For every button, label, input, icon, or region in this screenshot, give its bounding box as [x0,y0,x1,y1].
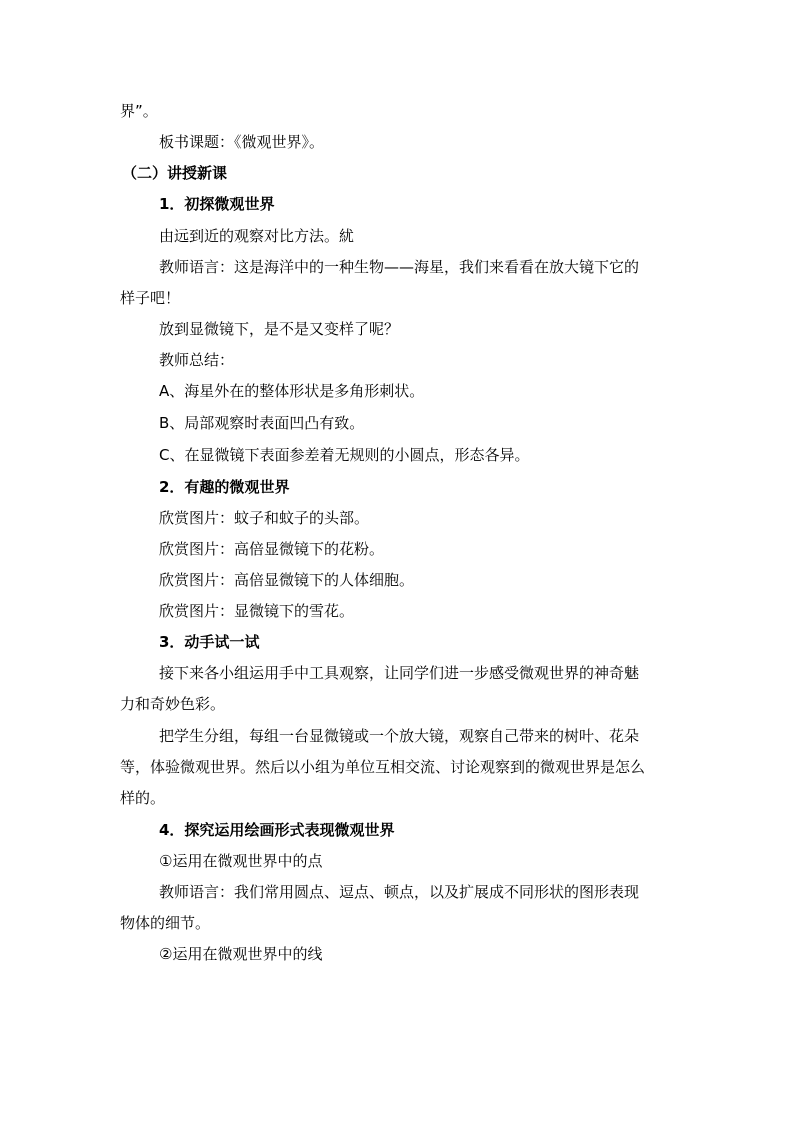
paragraph: ②运用在微观世界中的线 [159,945,323,963]
list-item: C、在显微镜下表面参差着无规则的小圆点，形态各异。 [159,446,530,464]
paragraph: 由远到近的观察对比方法。紌 [159,227,355,245]
list-item: A、海星外在的整体形状是多角形刺状。 [159,382,425,400]
paragraph: 教师总结： [159,351,235,369]
paragraph: 欣赏图片：显微镜下的雪花。 [159,602,355,620]
paragraph-continuation: 等，体验微观世界。然后以小组为单位互相交流、讨论观察到的微观世界是怎么 [120,758,646,776]
paragraph-continuation: 物体的细节。 [120,914,211,932]
paragraph-continuation: 界”。 [120,102,158,120]
paragraph-continuation: 样的。 [120,789,166,807]
paragraph-continuation: 样子吧！ [120,289,181,307]
paragraph: 板书课题：《微观世界》。 [159,133,325,151]
section-heading: （二）讲授新课 [122,164,228,182]
list-item: B、局部观察时表面凹凸有致。 [159,414,365,432]
paragraph: 放到显微镜下，是不是又变样了呢？ [159,320,400,338]
subsection-heading: 4．探究运用绘画形式表现微观世界 [159,821,395,839]
subsection-heading: 2．有趣的微观世界 [159,478,290,496]
paragraph: 欣赏图片：高倍显微镜下的花粉。 [159,540,385,558]
paragraph-continuation: 力和奇妙色彩。 [120,695,226,713]
paragraph: 把学生分组，每组一台显微镜或一个放大镜，观察自己带来的树叶、花朵 [159,727,640,745]
paragraph: 欣赏图片：高倍显微镜下的人体细胞。 [159,571,415,589]
paragraph: ①运用在微观世界中的点 [159,852,323,870]
subsection-heading: 3．动手试一试 [159,633,260,651]
paragraph: 欣赏图片：蚊子和蚊子的头部。 [159,509,370,527]
paragraph: 教师语言：我们常用圆点、逗点、顿点，以及扩展成不同形状的图形表现 [159,883,640,901]
paragraph: 接下来各小组运用手中工具观察，让同学们进一步感受微观世界的神奇魅 [159,664,640,682]
subsection-heading: 1．初探微观世界 [159,195,275,213]
paragraph: 教师语言：这是海洋中的一种生物——海星，我们来看看在放大镜下它的 [159,258,640,276]
